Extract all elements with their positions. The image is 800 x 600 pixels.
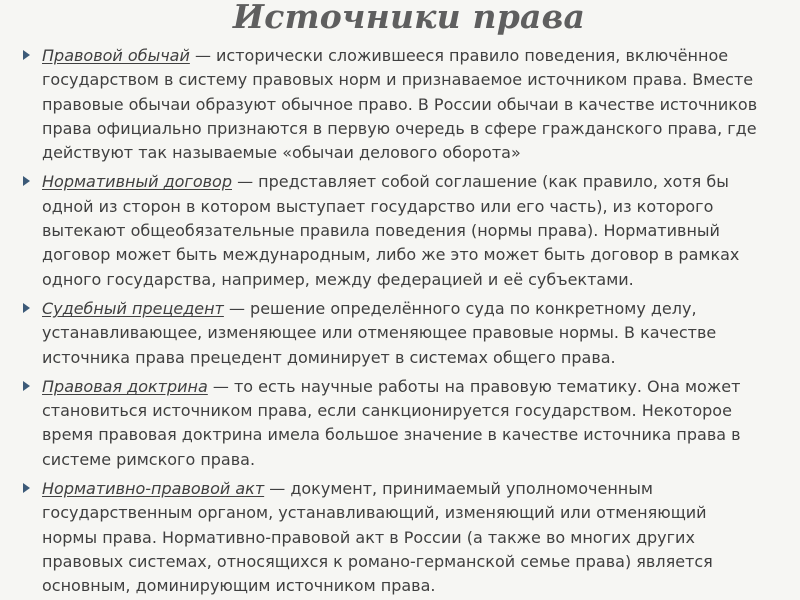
item-description: — то есть научные работы на правовую тематику. Она может становиться источником права, если санкционируется государством. Некоторое время правовая доктрина имела большое значение в качестве источника права в системе римского права.: [42, 376, 741, 469]
term-legal-doctrine: Правовая доктрина: [42, 376, 208, 396]
bullet-arrow-icon: [23, 381, 30, 391]
term-customary-law: Правовой обычай: [42, 46, 190, 65]
item-description: — представляет собой соглашение (как правило, хотя бы одной из сторон в котором выступает государство или его часть), из которого вытекают общеобязательные правила поведения (нормы права). Нормативный договор может быть международным, либо же это может быть договор в рамках одного государства, например, между федерацией и её субъектами.: [42, 172, 740, 289]
list-item: [22, 297, 766, 370]
list-item: [22, 170, 766, 291]
term-normative-treaty: Нормативный договор: [42, 172, 232, 192]
term-judicial-precedent: Судебный прецедент: [42, 298, 224, 318]
bullet-arrow-icon: [23, 176, 30, 186]
list-item: [22, 477, 766, 598]
item-description: — исторически сложившееся правило поведения, включённое государством в систему правовых норм и признаваемое источником права. Вместе правовые обычаи образуют обычное право. В России обычаи в качестве источников права официально признаются в первую очередь в сфере гражданского права, где действуют так называемые «обычаи делового оборота»: [42, 46, 758, 163]
term-normative-legal-act: Нормативно-правовой акт: [42, 479, 265, 499]
item-description: — решение определённого суда по конкретному делу, устанавливающее, изменяющее или отменяющее правовые нормы. В качестве источника права прецедент доминирует в системах общего права.: [42, 298, 717, 367]
bullet-arrow-icon: [23, 483, 30, 493]
item-description: — документ, принимаемый уполномоченным государственным органом, устанавливающий, изменяющий или отменяющий нормы права. Нормативно-правовой акт в России (а также во многих других правовых системах, относящихся к романо-германской семье права) является основным, доминирующим источником права.: [42, 479, 713, 596]
bullet-arrow-icon: [23, 50, 30, 60]
sources-list: [22, 44, 766, 599]
list-item: [22, 44, 766, 165]
slide-title: Источники права: [232, 0, 586, 36]
bullet-arrow-icon: [23, 303, 30, 313]
list-item: [22, 375, 766, 472]
